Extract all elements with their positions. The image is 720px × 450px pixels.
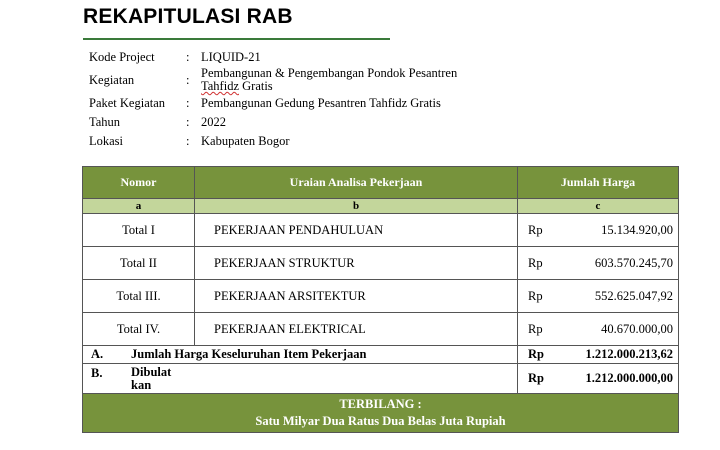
row-harga-cell bbox=[518, 280, 679, 313]
terbilang-label: TERBILANG : bbox=[339, 397, 422, 411]
info-label: Kegiatan bbox=[89, 73, 135, 87]
header-jumlah: Jumlah Harga bbox=[518, 167, 679, 199]
currency-label: Rp bbox=[528, 255, 543, 270]
row-uraian: PEKERJAAN STRUKTUR bbox=[195, 247, 518, 280]
summary-a-label-cell bbox=[83, 346, 518, 364]
row-harga-cell bbox=[518, 214, 679, 247]
terbilang-cell bbox=[83, 394, 679, 433]
row-nomor: Total III. bbox=[83, 280, 195, 313]
header-nomor: Nomor bbox=[83, 167, 195, 199]
currency-label: Rp bbox=[528, 347, 544, 361]
table-row bbox=[83, 313, 679, 346]
summary-label-line1: Dibulat bbox=[131, 364, 172, 379]
info-value-rest: Gratis bbox=[239, 79, 273, 93]
subheader-a: a bbox=[83, 199, 195, 214]
currency-label: Rp bbox=[528, 222, 543, 237]
row-nomor: Total IV. bbox=[83, 313, 195, 346]
table-row bbox=[83, 214, 679, 247]
summary-value: 1.212.000.000,00 bbox=[585, 371, 673, 385]
rab-table bbox=[82, 166, 679, 433]
summary-label-line2: kan bbox=[131, 377, 152, 392]
terbilang-text: Satu Milyar Dua Ratus Dua Belas Juta Rupiah bbox=[255, 414, 506, 428]
summary-row-a bbox=[83, 346, 679, 364]
summary-a-value-cell bbox=[518, 346, 679, 364]
summary-letter: B. bbox=[91, 365, 103, 380]
row-uraian: PEKERJAAN ARSITEKTUR bbox=[195, 280, 518, 313]
subheader-b: b bbox=[195, 199, 518, 214]
terbilang-row bbox=[83, 394, 679, 433]
subheader-c: c bbox=[518, 199, 679, 214]
summary-b-value-cell bbox=[518, 364, 679, 394]
table-header-row bbox=[83, 167, 679, 199]
row-harga-cell bbox=[518, 313, 679, 346]
summary-letter: A. bbox=[91, 347, 104, 361]
row-harga: 552.625.047,92 bbox=[594, 288, 673, 303]
info-label: Lokasi bbox=[89, 134, 124, 148]
page-title: REKAPITULASI RAB bbox=[83, 5, 293, 28]
header-uraian: Uraian Analisa Pekerjaan bbox=[195, 167, 518, 199]
table-row bbox=[83, 280, 679, 313]
row-harga: 603.570.245,70 bbox=[594, 255, 673, 270]
info-value: Kabupaten Bogor bbox=[201, 134, 290, 148]
currency-label: Rp bbox=[528, 321, 543, 336]
summary-value: 1.212.000.213,62 bbox=[585, 347, 673, 361]
currency-label: Rp bbox=[528, 288, 543, 303]
summary-label bbox=[131, 366, 171, 392]
summary-b-label-cell bbox=[83, 364, 518, 394]
summary-row-b bbox=[83, 364, 679, 394]
row-uraian: PEKERJAAN ELEKTRICAL bbox=[195, 313, 518, 346]
row-nomor: Total I bbox=[83, 214, 195, 247]
info-value-line1: Pembangunan & Pengembangan Pondok Pesantren bbox=[201, 66, 458, 80]
info-colon: : bbox=[186, 73, 190, 87]
info-label: Kode Project bbox=[89, 50, 155, 64]
spellcheck-word: Tahfidz bbox=[201, 79, 239, 93]
info-value-line2 bbox=[201, 80, 273, 93]
title-underline bbox=[83, 38, 390, 40]
row-harga: 15.134.920,00 bbox=[601, 222, 673, 237]
row-uraian: PEKERJAAN PENDAHULUAN bbox=[195, 214, 518, 247]
info-colon: : bbox=[186, 115, 190, 129]
row-nomor: Total II bbox=[83, 247, 195, 280]
info-value: LIQUID-21 bbox=[201, 50, 261, 64]
currency-label: Rp bbox=[528, 371, 544, 385]
info-colon: : bbox=[186, 134, 190, 148]
info-colon: : bbox=[186, 50, 190, 64]
summary-label: Jumlah Harga Keseluruhan Item Pekerjaan bbox=[131, 347, 367, 361]
table-row bbox=[83, 247, 679, 280]
info-value: 2022 bbox=[201, 115, 226, 129]
row-harga: 40.670.000,00 bbox=[601, 321, 673, 336]
info-value: Pembangunan Gedung Pesantren Tahfidz Gratis bbox=[201, 96, 441, 110]
table-subheader-row bbox=[83, 199, 679, 214]
info-label: Paket Kegiatan bbox=[89, 96, 166, 110]
info-colon: : bbox=[186, 96, 190, 110]
row-harga-cell bbox=[518, 247, 679, 280]
info-label: Tahun bbox=[89, 115, 121, 129]
